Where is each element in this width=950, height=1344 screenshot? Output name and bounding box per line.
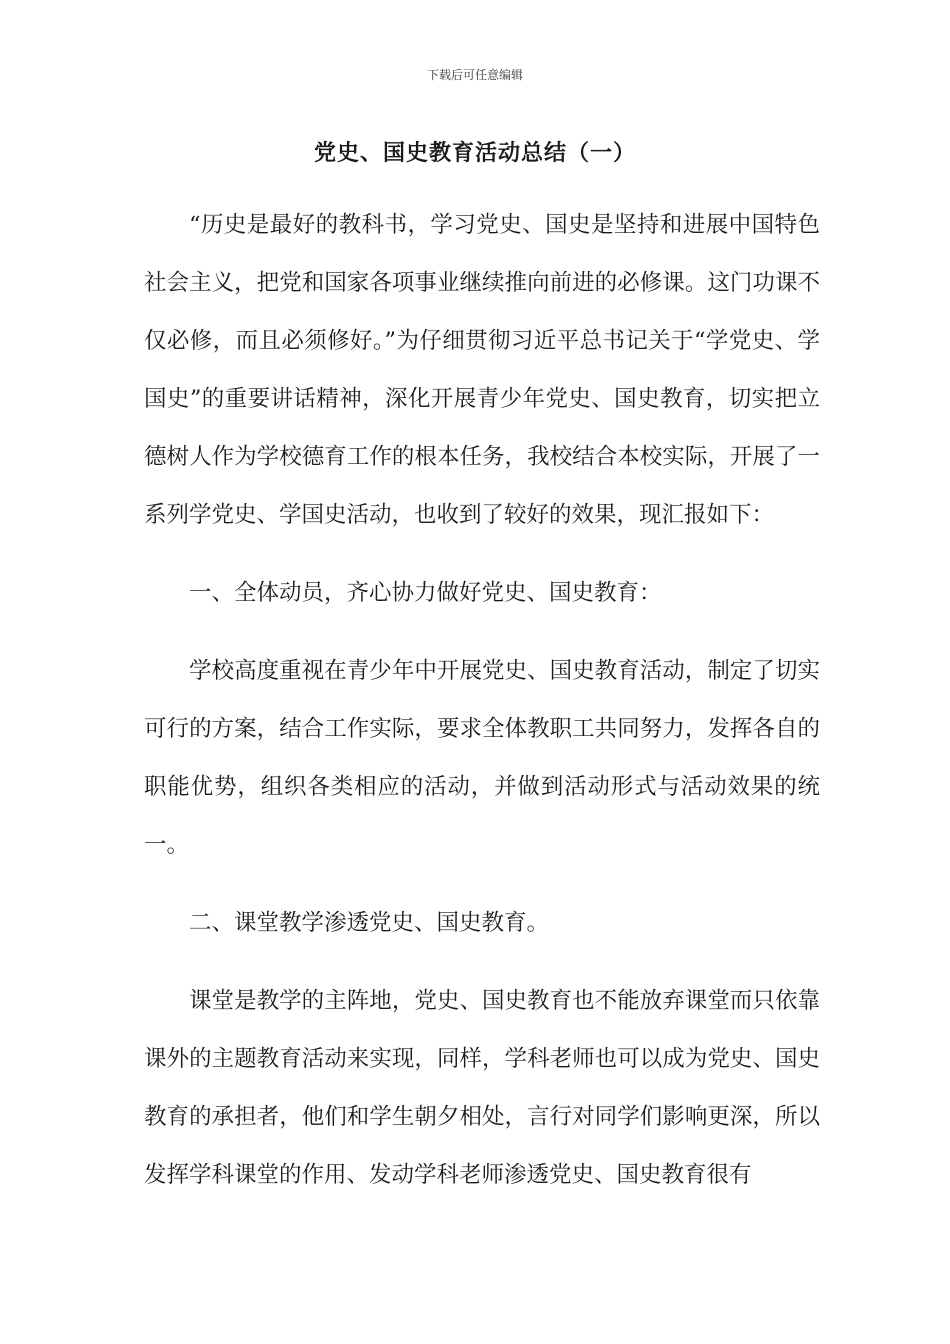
document-body <box>144 196 820 1204</box>
section-heading-1: 一、全体动员，齐心协力做好党史、国史教育： <box>189 580 662 606</box>
header-note: 下载后可任意编辑 <box>426 68 523 82</box>
paragraph-section-2: 课堂是教学的主阵地，党史、国史教育也不能放弃课堂而只依靠课外的主题教育活动来实现，同样，学科老师也可以成为党史、国史教育的承担者，他们和学生朝夕相处，言行对同学们影响更深，所以发挥学科课堂的作用、发动学科老师渗透党史、国史教育很有 <box>144 988 820 1188</box>
paragraph-section-1: 学校高度重视在青少年中开展党史、国史教育活动，制定了切实可行的方案，结合工作实际，要求全体教职工共同努力，发挥各自的职能优势，组织各类相应的活动，并做到活动形式与活动效果的统一。 <box>144 658 820 858</box>
document-title: 党史、国史教育活动总结（一） <box>313 140 636 166</box>
paragraph-intro: “历史是最好的教科书，学习党史、国史是坚持和进展中国特色社会主义，把党和国家各项事业继续推向前进的必修课。这门功课不仅必修，而且必须修好。”为仔细贯彻习近平总书记关于“学党史、学国史”的重要讲话精神，深化开展青少年党史、国史教育，切实把立德树人作为学校德育工作的根本任务，我校结合本校实际，开展了一系列学党史、学国史活动，也收到了较好的效果，现汇报如下： <box>144 212 820 528</box>
section-heading-2: 二、课堂教学渗透党史、国史教育。 <box>189 910 550 936</box>
